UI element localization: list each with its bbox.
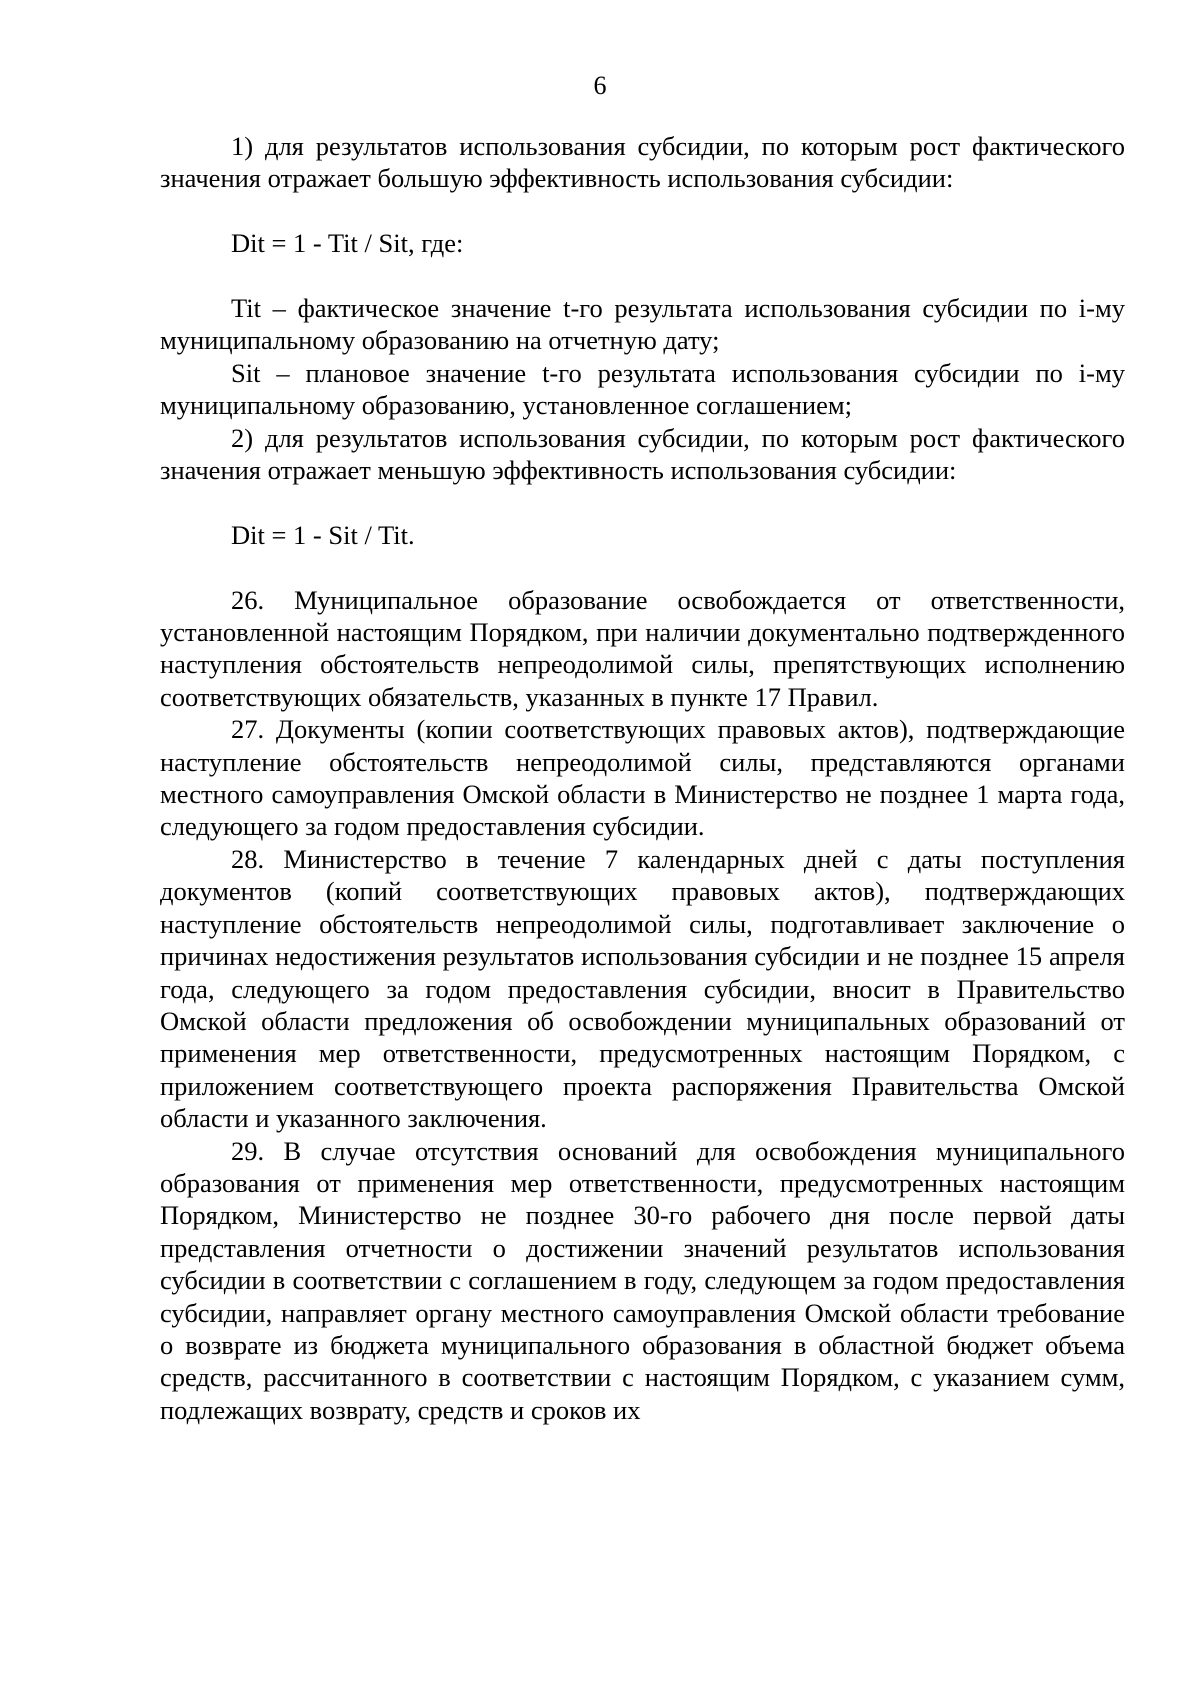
- formula-2: Dit = 1 - Sit / Tit.: [231, 519, 415, 550]
- paragraph-28: 28. Министерство в течение 7 календарных дней с даты поступления документов (копий соответствующих правовых актов), подтверждающих наступление обстоятельств непреодолимой силы, подготавливает заключение о причинах недостижения результатов использования субсидии и не позднее 15 апреля года, следующего за годом предоставления субсидии, вносит в Правительство Омской области предложения об освобождении муниципальных образований от применения мер ответственности, предусмотренных настоящим Порядком, с приложением соответствующего проекта распоряжения Правительства Омской области и указанного заключения.: [160, 843, 1125, 1134]
- spacer: [160, 260, 1125, 292]
- paragraph-tit-definition: Tit – фактическое значение t-го результата использования субсидии по i-му муниципальному образованию на отчетную дату;: [160, 293, 1125, 356]
- spacer: [160, 195, 1125, 227]
- paragraph-clause-1: 1) для результатов использования субсидии, по которым рост фактического значения отражает большую эффективность использования субсидии:: [160, 131, 1125, 194]
- formula-1: Dit = 1 - Tit / Sit, где:: [231, 228, 464, 259]
- paragraph-26: 26. Муниципальное образование освобождается от ответственности, установленной настоящим Порядком, при наличии документально подтвержденного наступления обстоятельств непреодолимой силы, препятствующих исполнению соответствующих обязательств, указанных в пункте 17 Правил.: [160, 584, 1125, 712]
- paragraph-clause-2: 2) для результатов использования субсидии, по которым рост фактического значения отражает меньшую эффективность использования субсидии:: [160, 422, 1125, 486]
- spacer: [160, 551, 1125, 583]
- paragraph-sit-definition: Sit – плановое значение t-го результата использования субсидии по i-му муниципальному образованию, установленное соглашением;: [160, 357, 1125, 421]
- spacer: [160, 486, 1125, 518]
- document-body: [160, 130, 1125, 1426]
- paragraph-27: 27. Документы (копии соответствующих правовых актов), подтверждающие наступление обстоятельств непреодолимой силы, представляются органами местного самоуправления Омской области в Министерство не позднее 1 марта года, следующего за годом предоставления субсидии.: [160, 714, 1125, 842]
- page-number: 6: [593, 71, 607, 100]
- paragraph-29: 29. В случае отсутствия оснований для освобождения муниципального образования от применения мер ответственности, предусмотренных настоящим Порядком, Министерство не позднее 30-го рабочего дня после первой даты представления отчетности о достижении значений результатов использования субсидии в соответствии с соглашением в году, следующем за годом предоставления субсидии, направляет органу местного самоуправления Омской области требование о возврате из бюджета муниципального образования в областной бюджет объема средств, рассчитанного в соответствии с настоящим Порядком, с указанием сумм, подлежащих возврату, средств и сроков их: [160, 1135, 1125, 1425]
